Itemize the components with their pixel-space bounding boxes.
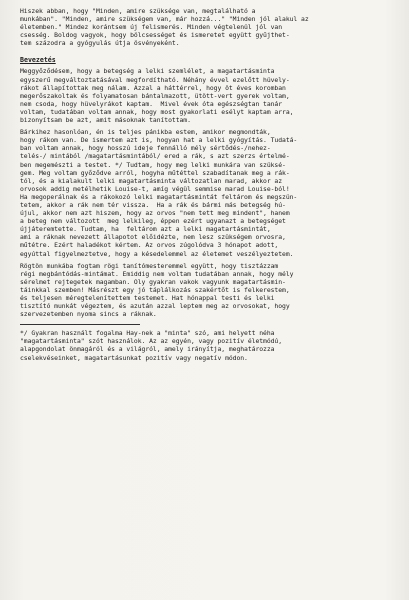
text-line: a beteg nem változott meg lelkileg, éppen ezért ugyanazt a betegséget <box>20 217 286 226</box>
text-line: bizonyítsam be azt, amit másoknak tanítottam. <box>20 116 191 125</box>
text-line: Bárkihez hasonlóan, én is teljes pánikba estem, amikor megmondták, <box>20 128 271 137</box>
text-line: cselekvéseinket, magatartásunkat pozitív vagy negatív módon. <box>20 353 248 362</box>
footnote <box>20 329 393 361</box>
intro-text <box>20 7 393 47</box>
text-line: egyszerű megváltoztatásával megfordítható. Néhány évvel ezelőtt hüvely- <box>20 75 290 84</box>
text-line: gem. Meg voltam győződve arról, hogyha műtéttel szabadítanak meg a rák- <box>20 168 290 177</box>
text-line: ban voltam annak, hogy hosszú ideje fennálló mély sértődés-/nehez- <box>20 144 271 153</box>
text-line: és teljesen méregtelenítettem testemet. Hat hónappal testi és lelki <box>20 294 275 302</box>
text-line: újjáteremtette. Tudtam, ha feltárom azt a lelki magatartásmintát, <box>20 225 271 234</box>
text-line: nem csoda, hogy hüvelyrákot kaptam. Mivel évek óta egészségtan tanár <box>20 99 283 108</box>
paragraph <box>20 67 393 124</box>
text-line: */ Gyakran használt fogalma Hay-nek a "minta" szó, ami helyett néha <box>20 329 275 338</box>
text-line: Meggyőződésem, hogy a betegség a lelki szemlélet, a magatartásminta <box>20 67 275 76</box>
text-line: ben megemészti a testet. */ Tudtam, hogy meg lelki munkára van szüksé- <box>20 160 286 169</box>
text-line: orvosok addig metélhetik Louise-t, amíg végül semmise marad Louise-ból! <box>20 184 290 193</box>
text-line: ami a ráknak nevezett állapotot előidézte, nem lesz szükségem orvosra, <box>20 233 286 242</box>
text-line: táinkkal szemben! Másrészt egy jó táplálkozás szakértőt is felkerestem, <box>20 285 290 294</box>
footnote-divider <box>20 324 140 325</box>
text-line: újul, akkor nem azt hiszem, hogy az orvos "nem tett meg mindent", hanem <box>20 209 290 218</box>
text-line: csesség. Boldog vagyok, hogy bölcsességet és ismeretet együtt gyűjthet- <box>20 31 290 40</box>
text-line: szervezetemben nyoma sincs a ráknak. <box>20 310 157 319</box>
text-line: telés-/ mintából /magatartásmintából/ ered a rák, s azt szerzs értelmé- <box>20 152 290 161</box>
text-line: tem százodra a gyógyulás útja ösvényeként. <box>20 39 180 48</box>
text-line: Rögtön munkába fogtam rögi tanítómesteremmel együtt, hogy tisztázzam <box>20 261 279 270</box>
text-line: alapgondolat önmagáról és a világról, amely irányítja, meghatározza <box>20 345 275 354</box>
text-line: Hiszek abban, hogy "Minden, amire szüksége van, megtalálható a <box>20 7 256 15</box>
text-line: életemben." Mindez korántsem új felismerés. Minden végtelenül jól van <box>20 23 283 32</box>
text-line: tól, és a kialakult lelki magatartásminta változatlan marad, akkor az <box>20 176 283 185</box>
text-line: sérelmet rejtegetek magamban. Oly gyakran vakok vagyunk magatartásmin- <box>20 277 286 286</box>
text-line: egyúttal figyelmeztetve, hogy a késedelemmel az életemet veszélyeztetem. <box>20 249 294 258</box>
text-line: Ha megoperálnak és a rákokozó lelki magatartásmintát feltárom és megszün- <box>20 192 298 201</box>
text-line: tisztító munkát végeztem, és azután azzal leptem meg az orvosokat, hogy <box>20 302 290 311</box>
body-text <box>20 67 393 318</box>
paragraph <box>20 128 393 258</box>
text-line: rákot állapítottak meg nálam. Azzal a háttérrel, hogy öt éves koromban <box>20 83 286 92</box>
text-line: munkában". "Minden, amire szükségem van, már hozzá..." "Minden jól alakul az <box>20 15 309 24</box>
text-line: hogy rákom van. De ismertem azt is, hogyan hat a lelki gyógyítás. Tudatá- <box>20 136 298 145</box>
text-line: régi megbántódás-mintámat. Emiddig nem voltam tudatában annak, hogy mély <box>20 269 294 278</box>
text-line: tetem, akkor a rák nem tér vissza. Ha a rák és bármi más betegség hú- <box>20 200 286 209</box>
text-line: "magatartásminta" szót használok. Az az egyén, vagy pozitív életmódú, <box>20 337 283 346</box>
text-line: megerőszakoltak és folyamatosan bántalmazott, ütött-vert gyerek voltam, <box>20 91 290 100</box>
section-heading: Bevezetés <box>20 56 56 65</box>
paragraph <box>20 262 393 319</box>
text-line: voltam, tudatában voltam annak, hogy most gyakorlati esélyt kaptam arra, <box>20 107 294 116</box>
text-line: műtétre. Ezért haladékot kértem. Az orvos zúgolódva 3 hónapot adott, <box>20 241 279 250</box>
